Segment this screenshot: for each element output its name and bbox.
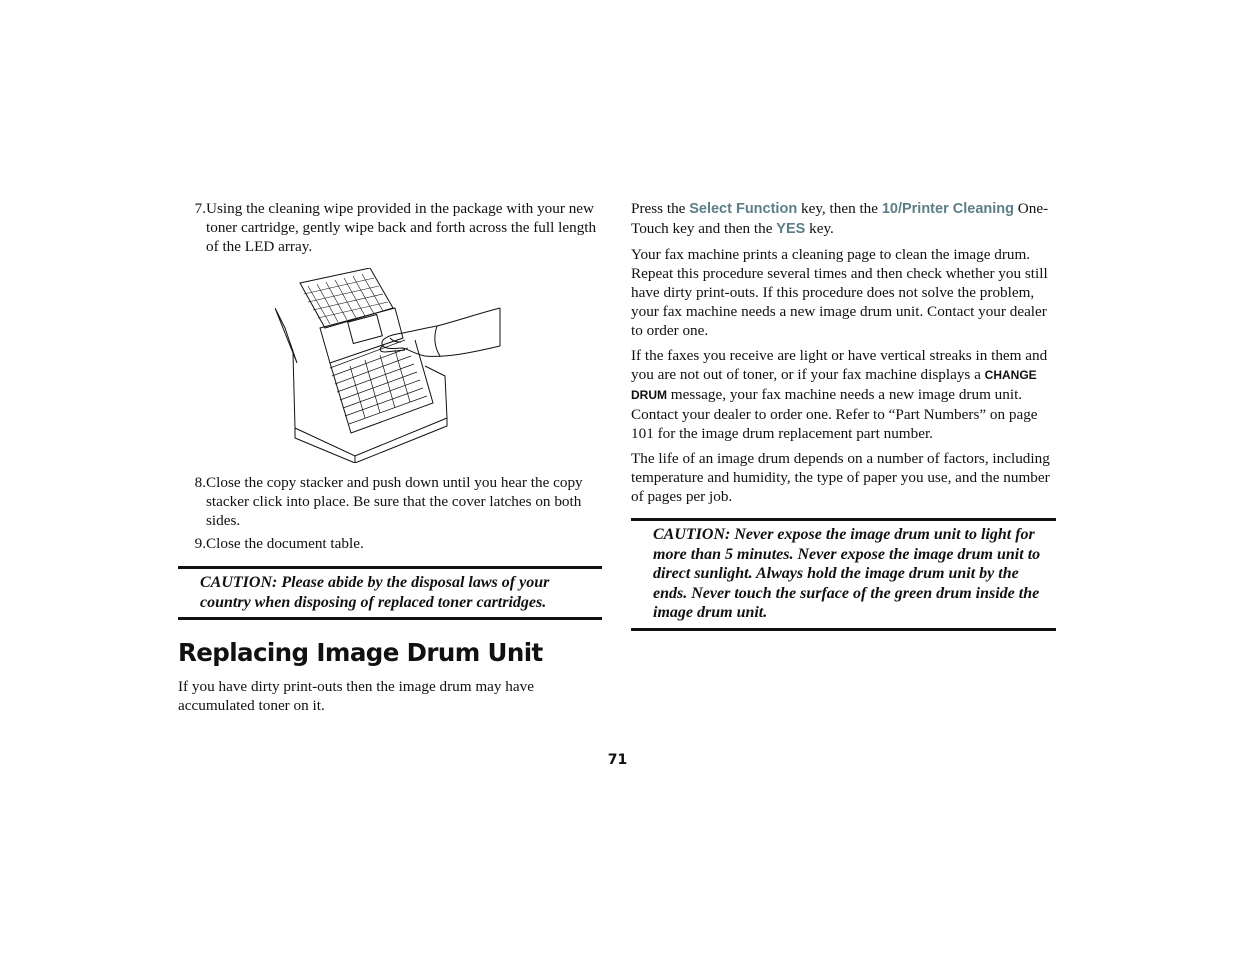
caution-text: CAUTION: Please abide by the disposal laws of your country when disposing of replaced toner cartridges. bbox=[200, 574, 550, 611]
yes-key: YES bbox=[776, 221, 806, 237]
text-run: If the faxes you receive are light or have vertical streaks in them and you are not out of toner, or if your fax machine displays a bbox=[631, 347, 1048, 383]
intro-paragraph: If you have dirty print-outs then the image drum may have accumulated toner on it. bbox=[178, 678, 534, 714]
select-function-key: Select Function bbox=[689, 201, 798, 217]
text-run: One-Touch key and then the bbox=[631, 200, 1049, 237]
instruction-paragraph bbox=[631, 199, 1056, 239]
text-run: message, your fax machine needs a new image drum unit. Contact your dealer to order one. Refer to “Part Numbers” on page 101 for the image drum replacement part number. bbox=[631, 386, 1038, 442]
step-text: Close the document table. bbox=[206, 535, 364, 552]
text-run: Press the bbox=[631, 200, 690, 217]
printer-cleaning-key: 10/Printer Cleaning bbox=[881, 201, 1014, 217]
change-drum-message: CHANGE DRUM bbox=[631, 368, 1037, 402]
left-column bbox=[178, 199, 602, 714]
text-run: key, then the bbox=[797, 200, 882, 217]
drum-caution bbox=[631, 518, 1056, 631]
step-9 bbox=[178, 534, 602, 553]
step-text: Using the cleaning wipe provided in the package with your new toner cartridge, gently wipe back and forth across the full length of the LED array. bbox=[206, 200, 597, 255]
step-text: Close the copy stacker and push down until you hear the copy stacker click into place. Be sure that the cover latches on both sides. bbox=[206, 474, 583, 529]
disposal-caution bbox=[178, 566, 602, 620]
section-heading: Replacing Image Drum Unit bbox=[178, 638, 543, 667]
step-number: 8. bbox=[194, 474, 206, 491]
cleaning-paragraph: Your fax machine prints a cleaning page to clean the image drum. Repeat this procedure several times and then check whether you still have dirty print-outs. If this procedure does not solve the problem, your fax machine needs a new image drum unit. Contact your dealer to order one. bbox=[631, 246, 1048, 339]
change-drum-paragraph bbox=[631, 346, 1056, 443]
text-run: key. bbox=[805, 220, 834, 237]
caution-text: CAUTION: Never expose the image drum unit to light for more than 5 minutes. Never expose the image drum unit to direct sunlight. Always hold the image drum unit by the ends. Never touch the surface of the green drum inside the image drum unit. bbox=[653, 526, 1041, 621]
step-8 bbox=[178, 473, 602, 530]
step-number: 9. bbox=[194, 535, 206, 552]
drum-life-paragraph: The life of an image drum depends on a number of factors, including temperature and humidity, the type of paper you use, and the number of pages per job. bbox=[631, 450, 1050, 505]
step-number: 7. bbox=[194, 200, 206, 217]
step-7 bbox=[178, 199, 602, 256]
printer-cleaning-illustration bbox=[275, 268, 505, 463]
right-column bbox=[631, 199, 1056, 631]
page-number: 71 bbox=[607, 752, 628, 768]
